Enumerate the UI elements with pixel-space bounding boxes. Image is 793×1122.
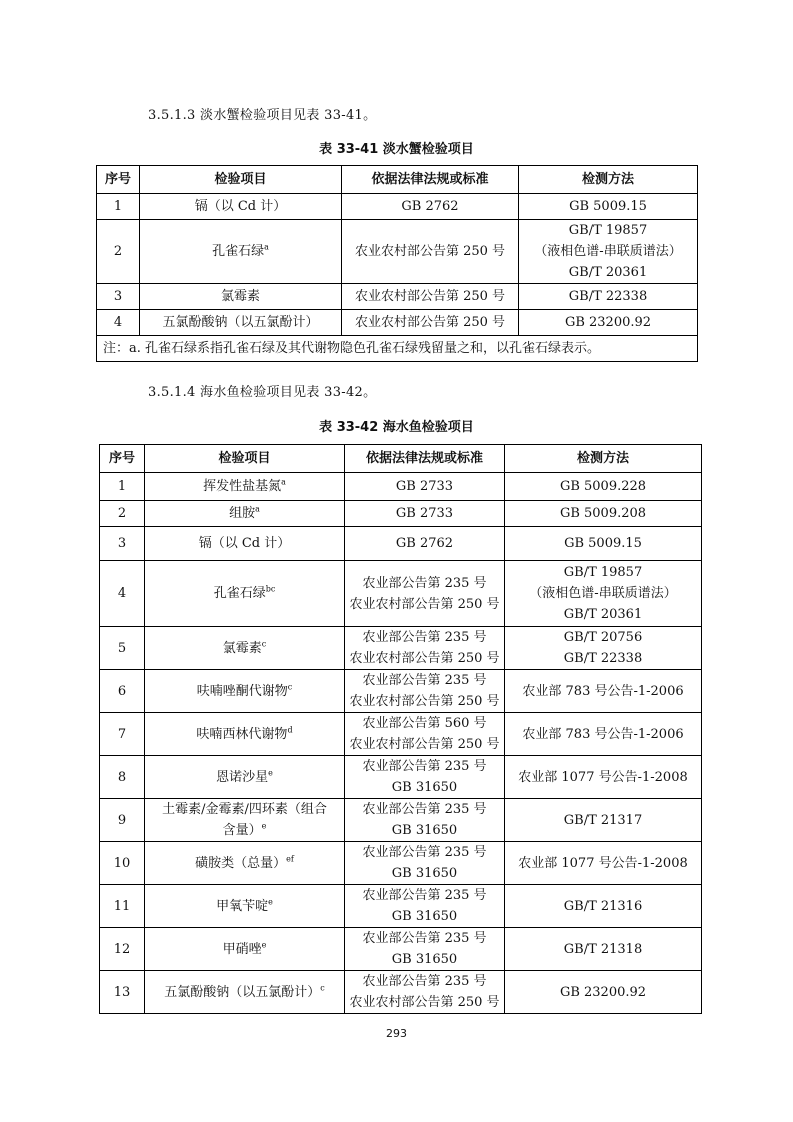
item-line: [147, 533, 342, 554]
cell-no: 7: [100, 713, 145, 756]
basis-line: 农业农村部公告第 250 号: [349, 651, 500, 666]
item-line: [147, 681, 342, 702]
footnote-marker: e: [268, 768, 273, 778]
cell-item: [145, 713, 345, 756]
method-line: 农业部 783 号公告-1-2006: [522, 683, 684, 699]
item-text: 呋喃唑酮代谢物: [196, 683, 288, 699]
cell-no: 3: [100, 527, 145, 561]
cell-basis: [345, 713, 505, 756]
table-row: [100, 799, 702, 842]
item-text: 呋喃西林代谢物: [196, 726, 288, 742]
cell-method: [505, 473, 702, 501]
table-header-row: [97, 166, 698, 194]
basis-line: 农业农村部公告第 250 号: [349, 694, 500, 709]
method-line: 农业部 1077 号公告-1-2008: [518, 855, 688, 871]
table-row: [100, 756, 702, 799]
cell-basis: [345, 527, 505, 561]
basis-line: 农业农村部公告第 250 号: [349, 737, 500, 752]
cell-method: [505, 756, 702, 799]
table-note: 注：a. 孔雀石绿系指孔雀石绿及其代谢物隐色孔雀石绿残留量之和，以孔雀石绿表示。: [97, 336, 698, 362]
cell-item: [145, 971, 345, 1014]
footnote-marker: e: [268, 897, 273, 907]
col-header-item: 检验项目: [145, 445, 345, 473]
table-row: [97, 310, 698, 336]
cell-basis: [345, 670, 505, 713]
table-33-41: [96, 165, 698, 362]
cell-item: [140, 194, 342, 220]
footnote-marker: a: [281, 477, 286, 487]
basis-line: 农业部公告第 235 号: [362, 845, 487, 860]
item-text: 恩诺沙星: [216, 769, 269, 785]
cell-method: [505, 885, 702, 928]
footnote-marker: a: [255, 504, 260, 514]
table-note-row: [97, 336, 698, 362]
basis-line: GB 31650: [391, 780, 458, 795]
basis-line: 农业农村部公告第 250 号: [349, 995, 500, 1010]
basis-line: GB 31650: [391, 952, 458, 967]
method-line: GB/T 21316: [563, 898, 643, 914]
cell-basis: [345, 842, 505, 885]
col-header-no: 序号: [100, 445, 145, 473]
table-row: [100, 971, 702, 1014]
item-text: 孔雀石绿: [213, 586, 266, 601]
item-line: [147, 583, 342, 604]
basis-line: 农业部公告第 560 号: [362, 716, 487, 731]
cell-no: 4: [97, 310, 140, 336]
cell-item: [145, 756, 345, 799]
basis-line: 农业农村部公告第 250 号: [349, 596, 500, 612]
basis-line: 农业农村部公告第 250 号: [354, 289, 506, 304]
table-33-41-caption: 表 33-41 淡水蟹检验项目: [319, 142, 474, 157]
basis-line: 农业部公告第 235 号: [362, 888, 487, 903]
table-row: [100, 670, 702, 713]
item-text: 氯霉素: [220, 289, 260, 304]
cell-item: [145, 928, 345, 971]
col-header-item: 检验项目: [140, 166, 342, 194]
basis-line: 农业部公告第 235 号: [362, 802, 487, 817]
cell-method: [505, 971, 702, 1014]
cell-item: [145, 473, 345, 501]
cell-no: 8: [100, 756, 145, 799]
method-line: GB/T 20756: [563, 630, 643, 645]
cell-method: [505, 561, 702, 627]
footnote-marker: ef: [286, 854, 294, 864]
table-row: [97, 194, 698, 220]
item-line: [147, 638, 342, 659]
cell-item: [140, 284, 342, 310]
table-row: [100, 842, 702, 885]
basis-line: 农业农村部公告第 250 号: [354, 315, 506, 330]
cell-method: [519, 310, 698, 336]
method-line: （液相色谱-串联质谱法）: [534, 244, 682, 259]
basis-line: 农业部公告第 235 号: [362, 931, 487, 946]
item-text: 氯霉素: [222, 640, 262, 656]
basis-line: 农业部公告第 235 号: [362, 974, 487, 989]
basis-line: GB 2762: [395, 536, 454, 551]
cell-basis: [345, 473, 505, 501]
cell-item: [145, 561, 345, 627]
method-line: GB 5009.15: [569, 199, 647, 214]
item-line: [147, 799, 342, 820]
basis-line: GB 31650: [391, 866, 458, 881]
col-header-basis: 依据法律法规或标准: [342, 166, 519, 194]
cell-no: 1: [100, 473, 145, 501]
cell-basis: [345, 799, 505, 842]
item-line: [147, 820, 342, 841]
footnote-marker: c: [287, 682, 293, 692]
cell-no: 2: [100, 501, 145, 527]
item-line: [147, 767, 342, 788]
item-text: 甲氧苄啶: [216, 898, 269, 914]
item-text: 镉（以 Cd 计）: [194, 199, 287, 214]
section-3-5-1-3: 3.5.1.3 淡水蟹检验项目见表 33-41。: [148, 108, 377, 123]
item-line: [147, 503, 342, 524]
footnote-marker: c: [261, 639, 267, 649]
cell-method: [519, 284, 698, 310]
cell-no: 9: [100, 799, 145, 842]
cell-no: 12: [100, 928, 145, 971]
method-line: GB/T 21317: [563, 812, 643, 828]
cell-method: [505, 799, 702, 842]
method-line: GB 5009.208: [559, 506, 647, 521]
page-number: 293: [386, 1027, 407, 1040]
table-33-42-caption: 表 33-42 海水鱼检验项目: [319, 420, 474, 435]
cell-method: [505, 842, 702, 885]
basis-line: 农业部公告第 235 号: [362, 759, 487, 774]
item-line: [147, 896, 342, 917]
item-text: 挥发性盐基氮: [203, 479, 282, 494]
basis-line: 农业部公告第 235 号: [362, 673, 487, 688]
method-line: GB/T 22338: [563, 651, 643, 666]
cell-basis: [342, 284, 519, 310]
item-line: [147, 982, 342, 1003]
method-line: GB 5009.15: [564, 536, 642, 551]
item-text: 组胺: [229, 506, 256, 521]
item-line: [147, 853, 342, 874]
table-row: [100, 501, 702, 527]
item-text: 含量）: [222, 823, 262, 838]
cell-method: [505, 928, 702, 971]
method-line: GB/T 19857: [563, 565, 643, 580]
cell-method: [505, 527, 702, 561]
cell-method: [505, 713, 702, 756]
table-row: [97, 284, 698, 310]
cell-no: 6: [100, 670, 145, 713]
table-header-row: [100, 445, 702, 473]
method-line: GB/T 20361: [563, 607, 643, 622]
basis-line: GB 31650: [391, 823, 458, 838]
method-line: GB/T 21318: [563, 941, 643, 957]
cell-no: 13: [100, 971, 145, 1014]
item-text: 磺胺类（总量）: [195, 855, 287, 871]
cell-no: 5: [100, 627, 145, 670]
cell-no: 2: [97, 220, 140, 284]
cell-no: 10: [100, 842, 145, 885]
cell-basis: [345, 756, 505, 799]
table-row: [100, 627, 702, 670]
cell-item: [145, 670, 345, 713]
footnote-marker: a: [264, 242, 269, 252]
col-header-no: 序号: [97, 166, 140, 194]
basis-line: GB 2733: [395, 479, 454, 494]
basis-line: GB 2762: [401, 199, 459, 214]
table-33-42: [99, 444, 702, 1014]
method-line: GB 23200.92: [559, 984, 647, 1000]
basis-line: 农业农村部公告第 250 号: [354, 244, 506, 259]
cell-basis: [342, 220, 519, 284]
cell-item: [140, 310, 342, 336]
cell-method: [519, 194, 698, 220]
table-row: [97, 220, 698, 284]
item-line: [147, 476, 342, 497]
footnote-marker: e: [261, 821, 267, 831]
cell-basis: [342, 194, 519, 220]
cell-item: [145, 527, 345, 561]
method-line: 农业部 783 号公告-1-2006: [522, 726, 684, 742]
cell-basis: [345, 971, 505, 1014]
footnote-marker: d: [287, 725, 293, 735]
cell-no: 4: [100, 561, 145, 627]
basis-line: 农业部公告第 235 号: [362, 575, 487, 591]
cell-item: [145, 842, 345, 885]
cell-item: [145, 501, 345, 527]
item-text: 五氯酚酸钠（以五氯酚计）: [164, 984, 321, 1000]
cell-no: 1: [97, 194, 140, 220]
method-line: 农业部 1077 号公告-1-2008: [518, 769, 688, 785]
col-header-basis: 依据法律法规或标准: [345, 445, 505, 473]
cell-basis: [345, 501, 505, 527]
basis-line: GB 2733: [395, 506, 454, 521]
cell-basis: [345, 885, 505, 928]
cell-method: [519, 220, 698, 284]
method-line: GB/T 20361: [568, 265, 648, 280]
cell-item: [145, 885, 345, 928]
basis-line: 农业部公告第 235 号: [362, 630, 487, 645]
cell-method: [505, 670, 702, 713]
item-line: [147, 939, 342, 960]
table-row: [100, 473, 702, 501]
table-row: [100, 713, 702, 756]
cell-basis: [345, 928, 505, 971]
cell-item: [145, 627, 345, 670]
footnote-marker: e: [261, 940, 267, 950]
item-text: 镉（以 Cd 计）: [198, 536, 291, 551]
cell-item: [140, 220, 342, 284]
cell-basis: [345, 627, 505, 670]
item-line: [147, 724, 342, 745]
section-3-5-1-4: 3.5.1.4 海水鱼检验项目见表 33-42。: [148, 385, 377, 400]
cell-method: [505, 501, 702, 527]
footnote-marker: bc: [265, 584, 276, 594]
item-text: 土霉素/金霉素/四环素（组合: [162, 802, 327, 817]
cell-method: [505, 627, 702, 670]
item-text: 五氯酚酸钠（以五氯酚计）: [162, 315, 319, 330]
cell-no: 11: [100, 885, 145, 928]
col-header-method: 检测方法: [519, 166, 698, 194]
cell-no: 3: [97, 284, 140, 310]
table-row: [100, 928, 702, 971]
method-line: GB/T 19857: [568, 223, 648, 238]
method-line: GB 23200.92: [564, 315, 652, 330]
method-line: （液相色谱-串联质谱法）: [529, 586, 677, 601]
cell-basis: [345, 561, 505, 627]
table-row: [100, 561, 702, 627]
item-text: 甲硝唑: [222, 941, 262, 957]
basis-line: GB 31650: [391, 909, 458, 924]
col-header-method: 检测方法: [505, 445, 702, 473]
cell-item: [145, 799, 345, 842]
table-row: [100, 885, 702, 928]
footnote-marker: c: [320, 983, 325, 993]
cell-basis: [342, 310, 519, 336]
table-row: [100, 527, 702, 561]
item-text: 孔雀石绿: [212, 244, 265, 259]
method-line: GB 5009.228: [559, 479, 647, 494]
method-line: GB/T 22338: [568, 289, 648, 304]
